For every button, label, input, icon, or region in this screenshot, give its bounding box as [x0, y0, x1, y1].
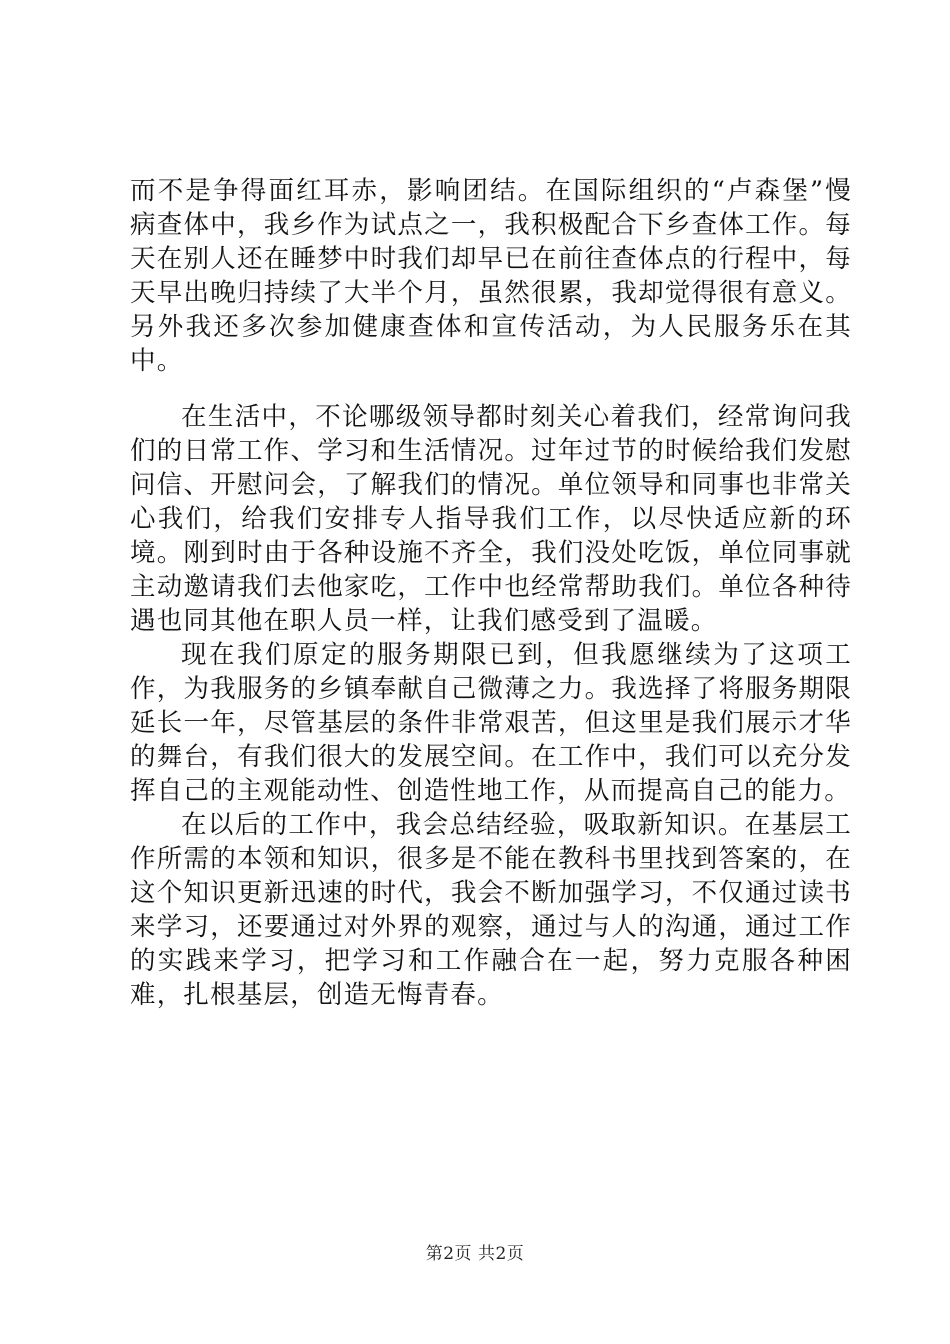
page-number-footer: 第2页 共2页 — [425, 1244, 525, 1264]
document-body — [130, 174, 852, 1012]
paragraph-life: 在生活中，不论哪级领导都时刻关心着我们，经常询问我们的日常工作、学习和生活情况。过年过节的时候给我们发慰问信、开慰问会，了解我们的情况。单位领导和同事也非常关心我们，给我们安排专人指导我们工作，以尽快适应新的环境。刚到时由于各种设施不齐全，我们没处吃饭，单位同事就主动邀请我们去他家吃，工作中也经常帮助我们。单位各种待遇也同其他在职人员一样，让我们感受到了温暖。 — [130, 402, 852, 636]
paragraph-future-work: 在以后的工作中，我会总结经验，吸取新知识。在基层工作所需的本领和知识，很多是不能在教科书里找到答案的，在这个知识更新迅速的时代，我会不断加强学习，不仅通过读书来学习，还要通过对外界的观察，通过与人的沟通，通过工作的实践来学习，把学习和工作融合在一起，努力克服各种困难，扎根基层，创造无悔青春。 — [130, 810, 852, 1010]
paragraph-service-extension: 现在我们原定的服务期限已到，但我愿继续为了这项工作，为我服务的乡镇奉献自己微薄之力。我选择了将服务期限延长一年，尽管基层的条件非常艰苦，但这里是我们展示才华的舞台，有我们很大的发展空间。在工作中，我们可以充分发挥自己的主观能动性、创造性地工作，从而提高自己的能力。 — [130, 640, 852, 806]
paragraph-continued: 而不是争得面红耳赤，影响团结。在国际组织的“卢森堡”慢病查体中，我乡作为试点之一，我积极配合下乡查体工作。每天在别人还在睡梦中时我们却早已在前往查体点的行程中，每天早出晚归持续了大半个月，虽然很累，我却觉得很有意义。另外我还多次参加健康查体和宣传活动，为人民服务乐在其中。 — [130, 176, 852, 376]
